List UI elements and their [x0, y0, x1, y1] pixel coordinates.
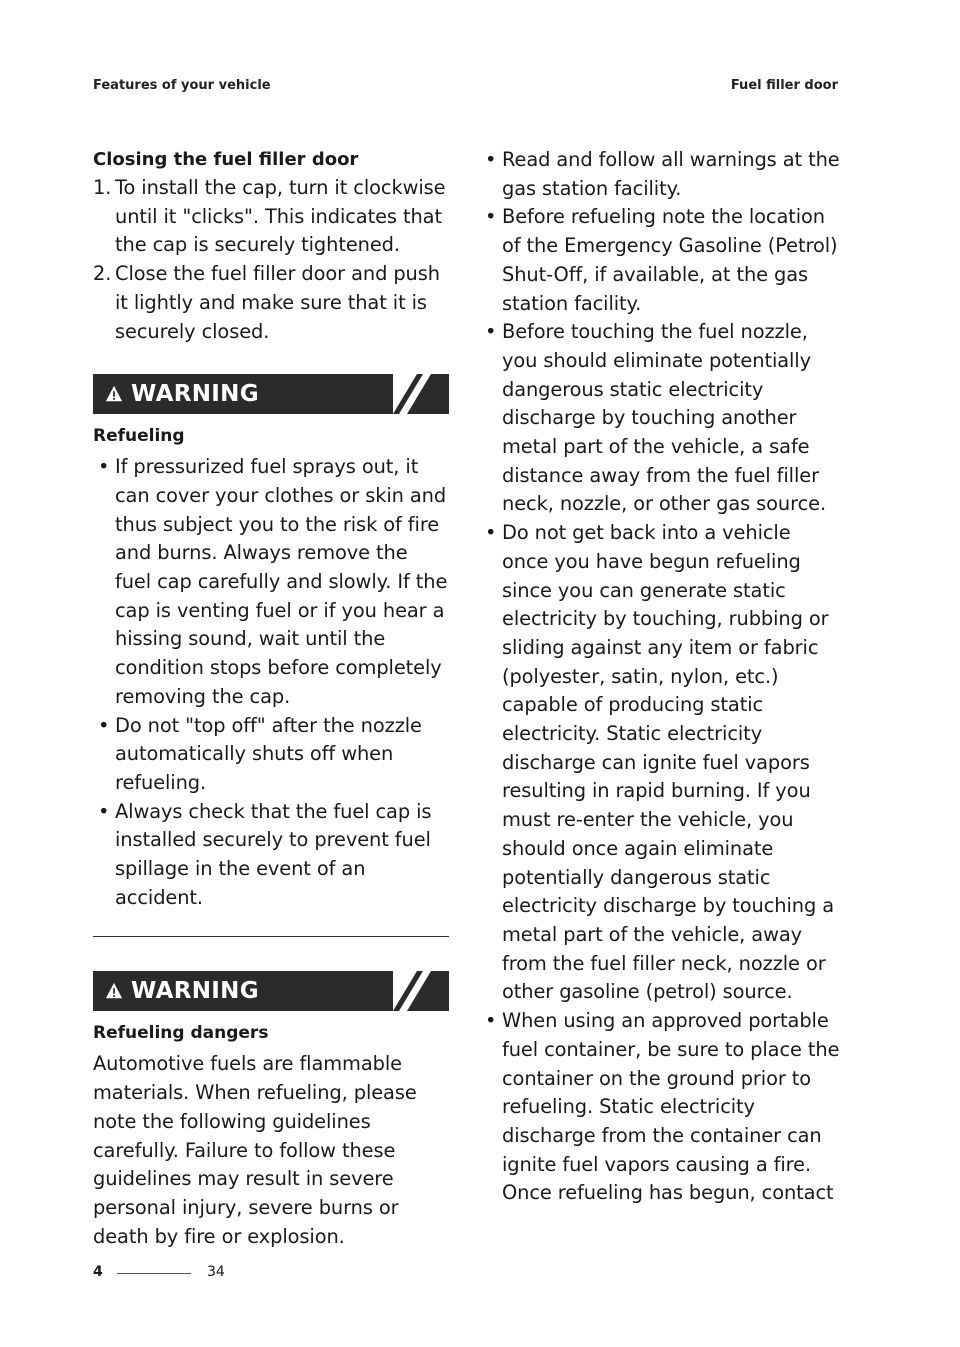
divider: [93, 936, 449, 937]
right-column: [480, 146, 840, 1208]
warning-bullets: [93, 453, 449, 912]
warning-label: WARNING: [131, 381, 259, 408]
list-item: • Do not "top off" after the nozzle automatically shuts off when refueling.: [98, 713, 422, 794]
warning-title: Refueling dangers: [93, 1023, 269, 1044]
steps-list: [93, 174, 449, 346]
warning-stripes-icon: [393, 971, 449, 1011]
list-item: • Read and follow all warnings at the gas station facility.: [485, 148, 840, 200]
warning-body: Automotive fuels are flammable materials. When refueling, please note the following guidelines carefully. Failure to follow these guidelines may result in severe personal injury, severe burns or death by fire or explosion.: [93, 1052, 417, 1248]
page-number: 34: [207, 1264, 225, 1280]
left-column: [93, 146, 449, 1251]
warning-triangle-icon: [105, 385, 123, 403]
footer-divider: [117, 1273, 191, 1274]
list-item: • Before touching the fuel nozzle, you should eliminate potentially dangerous static electricity discharge by touching another metal part of the vehicle, a safe distance away from the fuel filler neck, nozzle, or other gas source.: [485, 320, 827, 516]
list-item: • If pressurized fuel sprays out, it can cover your clothes or skin and thus subject you to the risk of fire and burns. Always remove the fuel cap carefully and slowly. If the cap is venting fuel or if you hear a hissing sound, wait until the condition stops before completely removing the cap.: [98, 455, 448, 708]
warning-banner: [93, 374, 449, 414]
running-header-topic: Fuel filler door: [730, 78, 838, 93]
list-item: • Do not get back into a vehicle once you have begun refueling since you can generate static electricity by touching, rubbing or sliding against any item or fabric (polyester, satin, nylon, etc.) capable of producing static electricity. Static electricity discharge can ignite fuel vapors resulting in rapid burning. If you must re-enter the vehicle, you should once again eliminate potentially dangerous static electricity discharge by touching a metal part of the vehicle, away from the fuel filler neck, nozzle or other gasoline (petrol) source.: [485, 521, 835, 1004]
warning-triangle-icon: [105, 982, 123, 1000]
safety-bullets: [480, 146, 840, 1208]
section-title: Closing the fuel filler door: [93, 149, 359, 170]
list-item: • Always check that the fuel cap is installed securely to prevent fuel spillage in the event of an accident.: [98, 799, 432, 909]
chapter-number: 4: [93, 1264, 103, 1280]
warning-stripes-icon: [393, 374, 449, 414]
step-item: 1. To install the cap, turn it clockwise until it "clicks". This indicates that the cap is securely tightened.: [93, 176, 446, 257]
list-item: • Before refueling note the location of the Emergency Gasoline (Petrol) Shut-Off, if available, at the gas station facility.: [485, 205, 838, 315]
list-item: • When using an approved portable fuel container, be sure to place the container on the ground prior to refueling. Static electricity discharge from the container can ignite fuel vapors causing a fire. Once refueling has begun, contact: [485, 1009, 840, 1205]
warning-title: Refueling: [93, 426, 185, 447]
running-header-section: Features of your vehicle: [93, 78, 271, 93]
warning-label: WARNING: [131, 978, 259, 1005]
warning-banner: [93, 971, 449, 1011]
step-item: 2. Close the fuel filler door and push it lightly and make sure that it is securely closed.: [93, 262, 440, 343]
